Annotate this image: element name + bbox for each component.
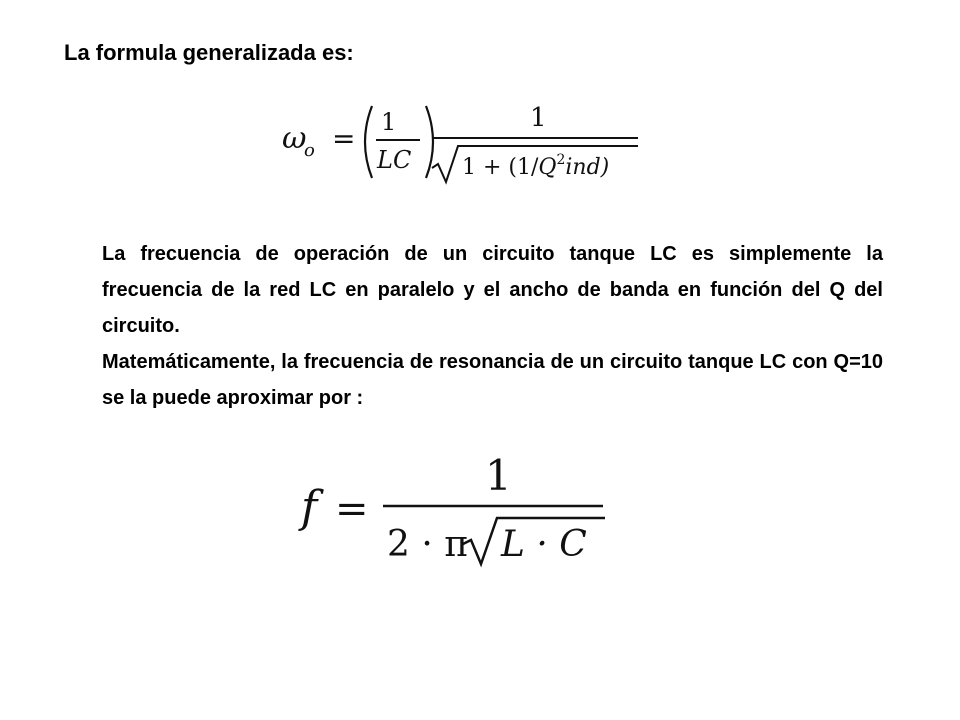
left-paren (365, 106, 372, 178)
frequency-numerator: 1 (485, 451, 512, 500)
main-numerator: 1 (530, 103, 547, 133)
equals-sign: = (332, 122, 356, 155)
denominator-radicand: L · C (501, 524, 587, 565)
equals-sign-2: = (335, 486, 369, 532)
radicand: $1 + (1/Q^2ind)$ (462, 152, 610, 180)
frequency-formula (295, 448, 615, 573)
f-symbol: f (301, 482, 318, 533)
slide-title: La formula generalizada es: (64, 40, 354, 65)
paragraph-2: Matemáticamente, la frecuencia de resonancia de un circuito tanque LC con Q=10 se la puede aproximar por : (102, 351, 883, 409)
paren-denominator: LC (377, 146, 412, 174)
omega-symbol: ω (282, 121, 307, 156)
paragraph-1: La frecuencia de operación de un circuito tanque LC es simplemente la frecuencia de la red LC en paralelo y el ancho de banda en función del Q del circuito. (102, 243, 883, 337)
description-text (102, 236, 883, 416)
paren-numerator: 1 (381, 108, 397, 136)
generalized-formula (280, 92, 650, 192)
denominator-prefix: 2 · π (387, 524, 468, 565)
omega-subscript: o (304, 140, 315, 161)
